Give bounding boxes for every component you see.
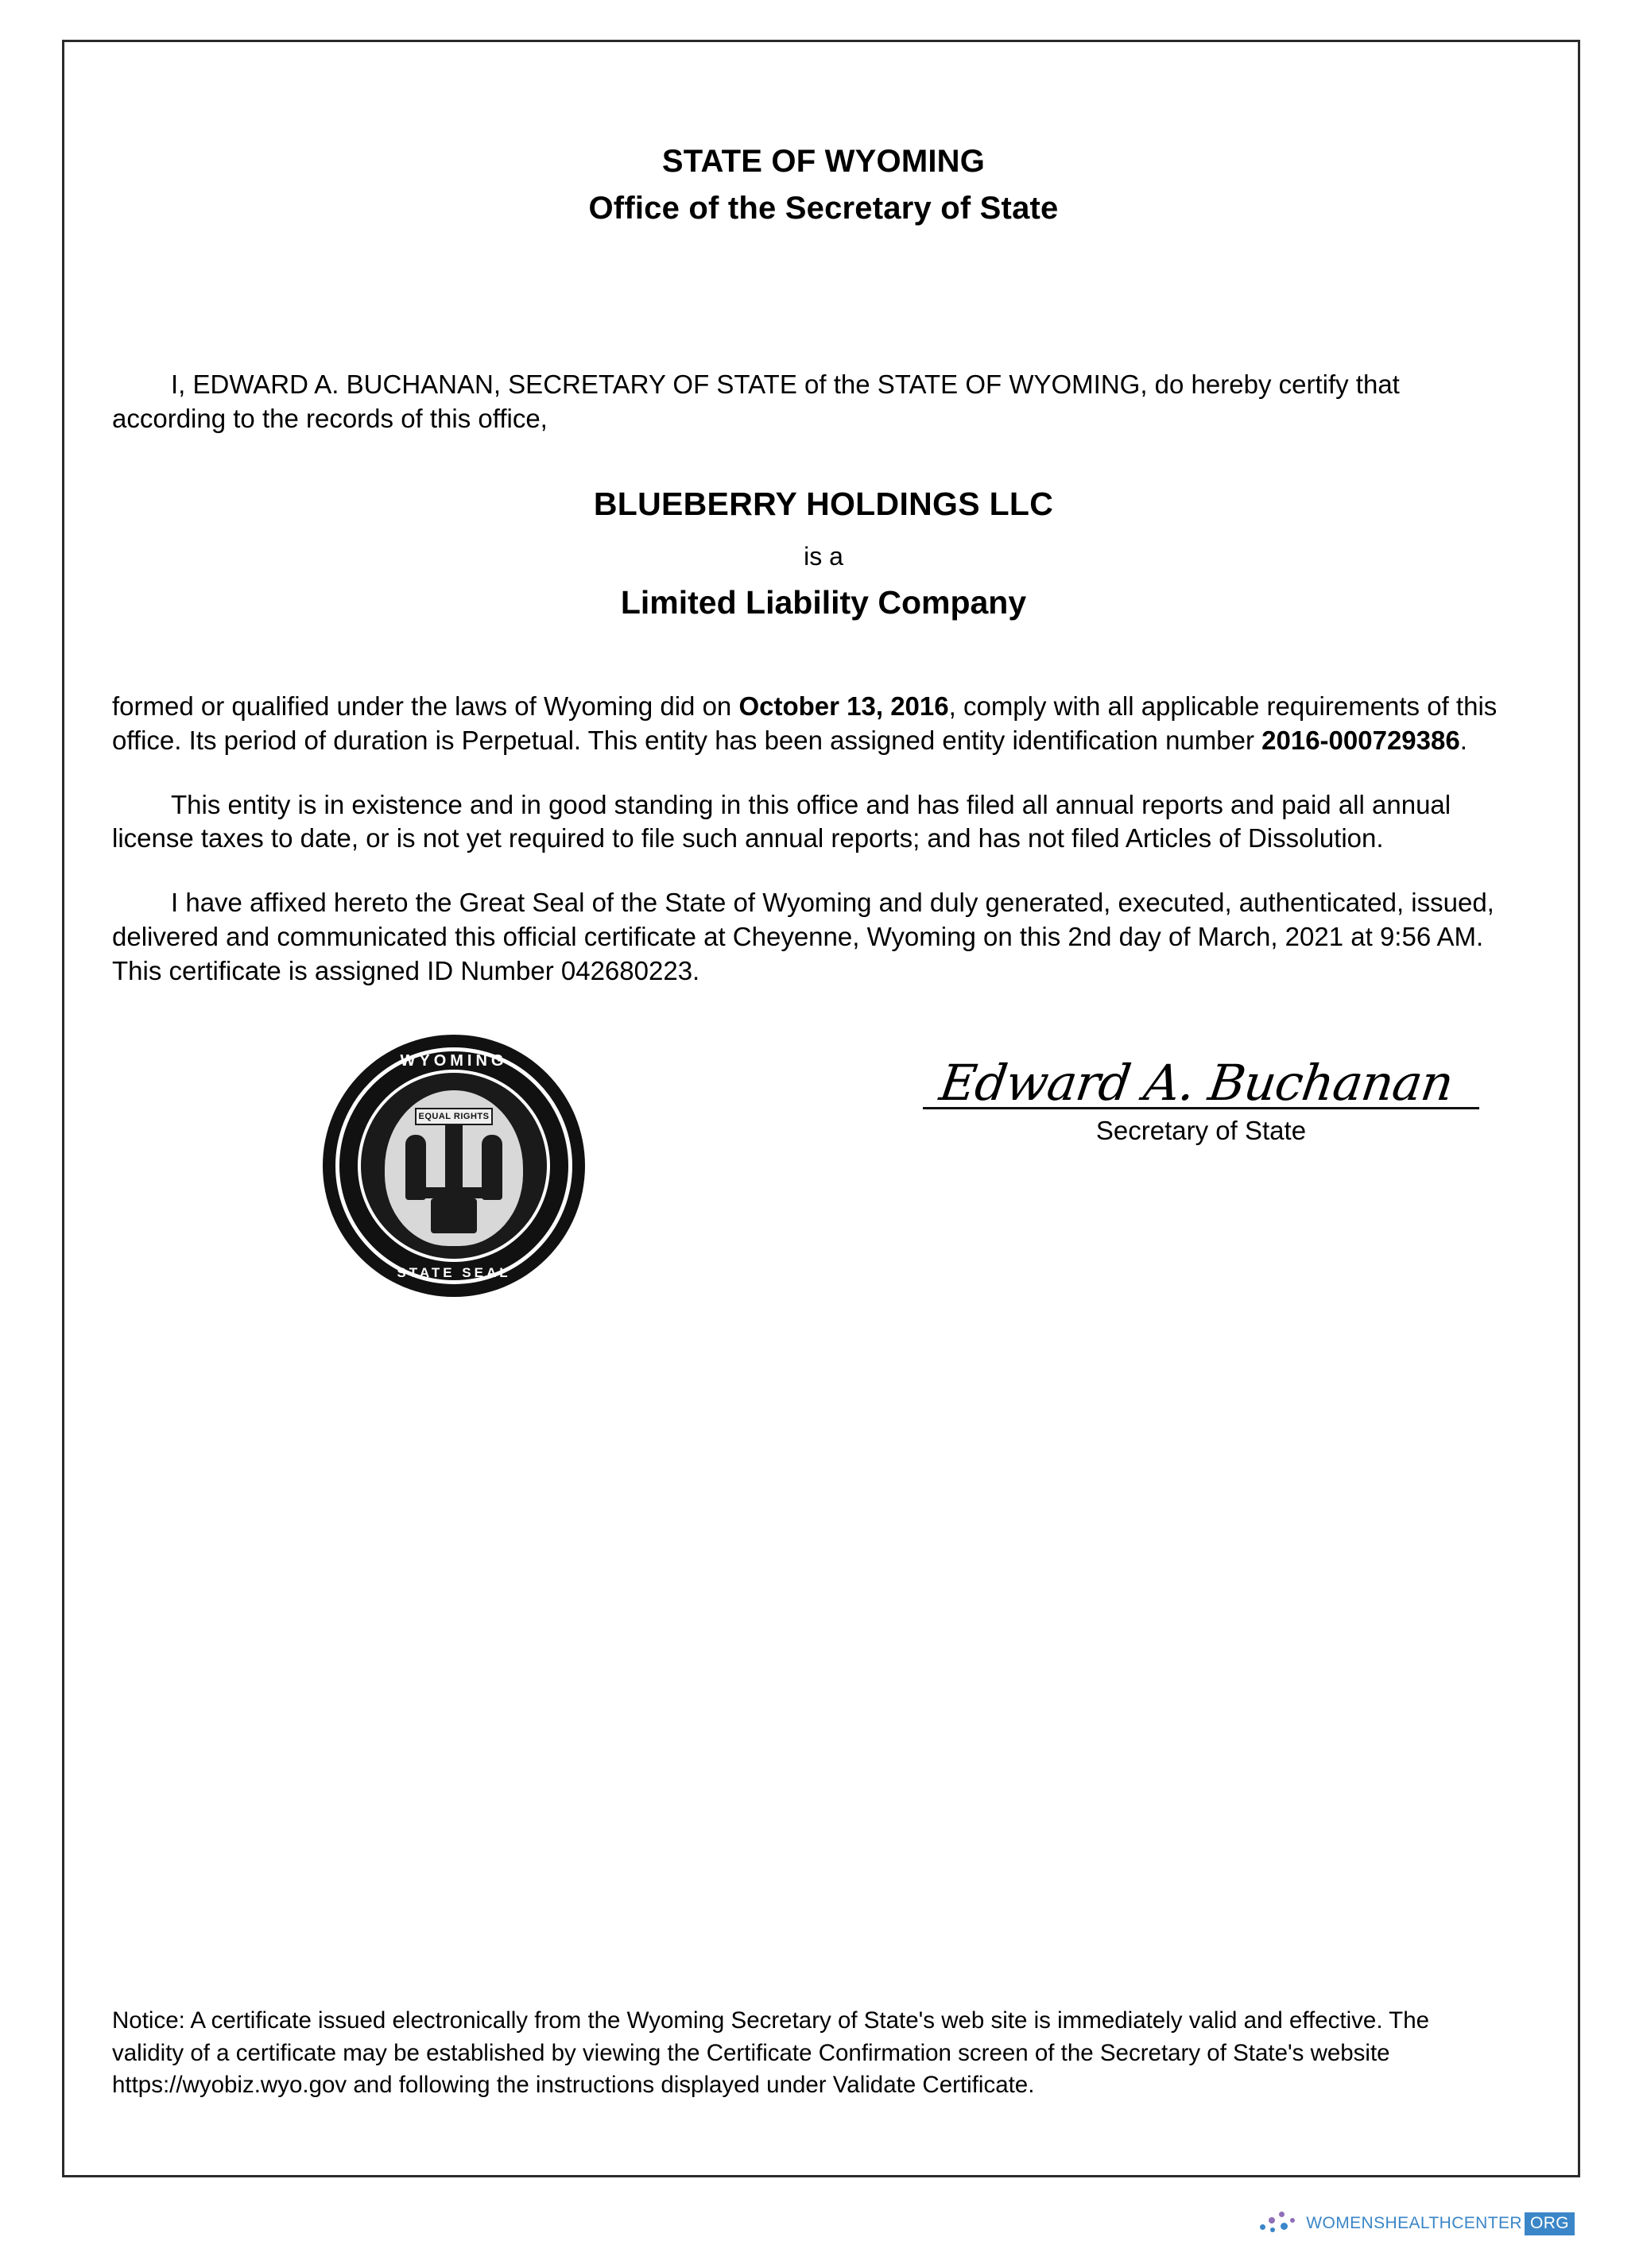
- watermark-text: WOMENSHEALTHCENTER: [1306, 2214, 1522, 2232]
- certificate-page: [62, 40, 1580, 2177]
- signature-title: Secretary of State: [1095, 1116, 1307, 1146]
- formation-suffix: .: [1459, 725, 1467, 755]
- page-subtitle: Office of the Secretary of State: [588, 191, 1059, 226]
- intro-paragraph: I, EDWARD A. BUCHANAN, SECRETARY OF STATE of the STATE OF WYOMING, do hereby certify that according to the records of this office,: [112, 370, 1400, 433]
- formation-prefix: formed or qualified under the laws of Wyoming did on: [112, 691, 739, 721]
- great-seal-icon: [323, 1035, 585, 1297]
- seal-text-bottom: STATE SEAL: [397, 1265, 511, 1281]
- watermark-org: ORG: [1525, 2212, 1575, 2235]
- certificate-content: [112, 42, 1535, 2175]
- seal-paragraph: I have affixed hereto the Great Seal of the State of Wyoming and duly generated, executed, authenticated, issued, delivered and communicated this official certificate at Cheyenne, Wyoming on this 2nd day of March, 2021 at 9:56 AM. This certificate is assigned ID Number 042680223.: [112, 888, 1494, 986]
- watermark: [1260, 2208, 1575, 2239]
- formation-middle: , comply with all applicable requirements of this office. Its period of duration is Perpetual. This entity has been assigned entity identification number: [112, 691, 1498, 755]
- seal-text-top: WYOMING: [400, 1052, 508, 1070]
- signature-script: Edward A. Buchanan: [936, 1054, 1457, 1113]
- entity-id: 2016-000729386: [1261, 725, 1460, 755]
- standing-paragraph: This entity is in existence and in good standing in this office and has filed all annual reports and paid all annual license taxes to date, or is not yet required to file such annual reports; and has not filed Articles of Dissolution.: [112, 789, 1451, 853]
- dots-icon: [1260, 2210, 1301, 2237]
- formation-date: October 13, 2016: [738, 691, 949, 721]
- signature-row: [112, 1030, 1535, 1316]
- seal-banner-text: EQUAL RIGHTS: [415, 1108, 493, 1125]
- entity-name: BLUEBERRY HOLDINGS LLC: [593, 485, 1054, 522]
- formation-paragraph: [112, 690, 1507, 758]
- signature-block: [923, 1054, 1495, 1146]
- notice-text: Notice: A certificate issued electronically from the Wyoming Secretary of State's web site is immediately valid and effective. The validity of a certificate may be established by viewing the Certificate Confirmation screen of the Secretary of State's website https://wyobiz.wyo.gov and following the instructions displayed under Validate Certificate.: [112, 2007, 1430, 2099]
- entity-type: Limited Liability Company: [620, 583, 1027, 621]
- page-title: STATE OF WYOMING: [661, 144, 986, 179]
- is-a-label: is a: [804, 541, 843, 571]
